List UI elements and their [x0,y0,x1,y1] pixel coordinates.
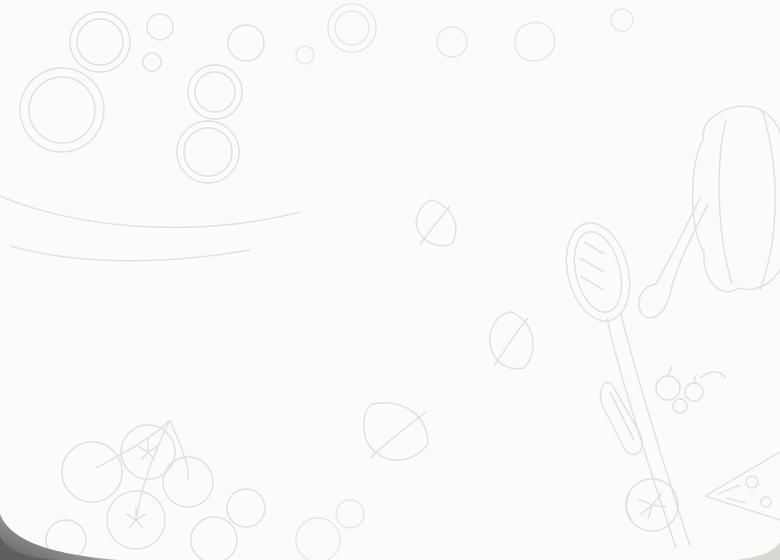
pizza-slice-icon [705,452,780,520]
wooden-spoon-icon [557,216,690,548]
cucumber-icon [601,366,726,455]
corner-shadow-bottom-right [736,542,780,560]
tomato-slices-icon [0,12,300,261]
cherry-tomato-branch-icon [46,420,364,560]
basil-leaves-icon [364,200,533,460]
top-veg-icon [296,4,633,64]
bell-pepper-icon [639,106,780,318]
tomato-icon [626,479,678,531]
